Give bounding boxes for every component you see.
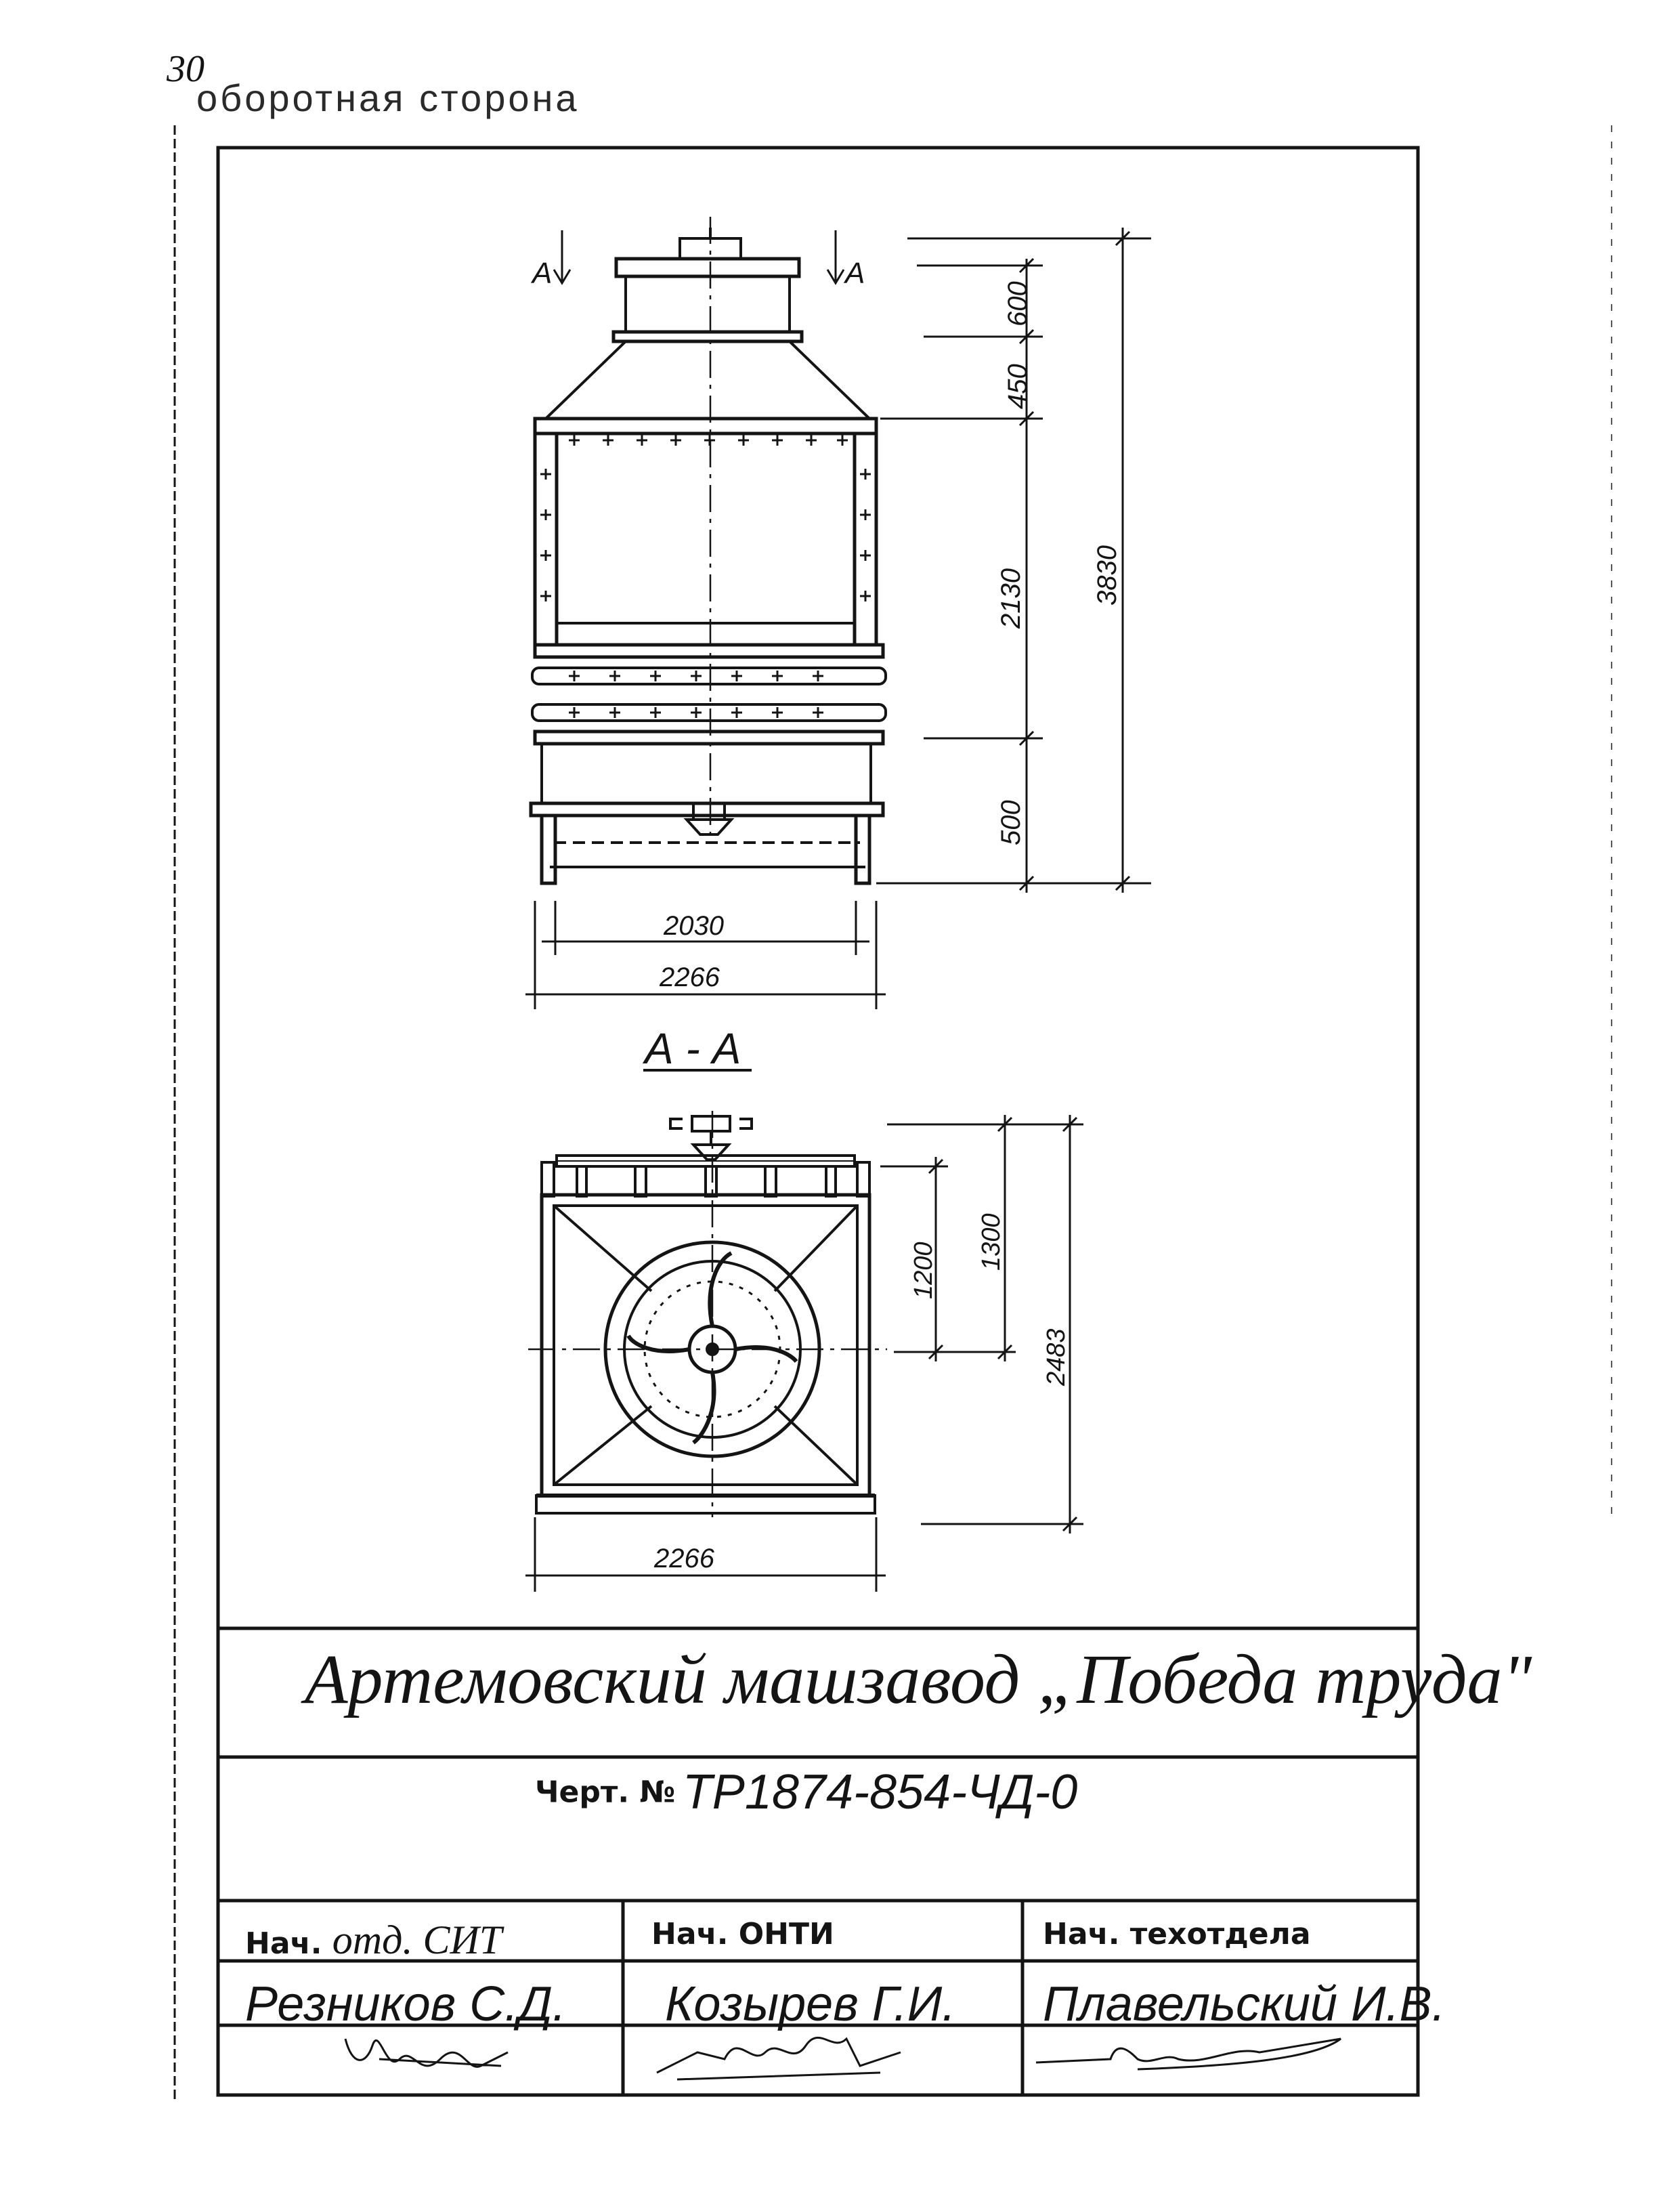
approval-person-3: Плавельский И.В. [1043, 1977, 1446, 2031]
dim-600: 600 [1003, 281, 1033, 326]
plant-name: Артемовский машзавод „Победа труда" [305, 1641, 1532, 1718]
dim-500: 500 [996, 800, 1026, 845]
dim-2266-front: 2266 [660, 962, 720, 992]
approval-role-prefix: Нач. [651, 1917, 729, 1951]
dim-2266-section: 2266 [654, 1544, 714, 1573]
dim-2483: 2483 [1042, 1328, 1071, 1386]
dim-2130: 2130 [996, 568, 1026, 629]
front-view [531, 217, 886, 883]
section-marker-right: A [845, 257, 865, 290]
bolt-markers [540, 435, 871, 718]
approval-role-prefix: Нач. [245, 1926, 322, 1961]
signature-2 [657, 2037, 901, 2079]
approval-role-name: техотдела [1129, 1917, 1311, 1951]
section-view [528, 1111, 887, 1517]
dim-1200: 1200 [909, 1242, 938, 1299]
approval-role-1 [245, 1917, 502, 1964]
approval-role-2 [651, 1917, 834, 1951]
signature-3 [1036, 2039, 1341, 2069]
dim-1300: 1300 [977, 1213, 1006, 1271]
section-dimensions [525, 1115, 1083, 1592]
approval-role-name: ОНТИ [738, 1917, 834, 1951]
drawing-number: ТР1874-854-ЧД-0 [682, 1765, 1078, 1819]
approval-role-name: отд. СИТ [332, 1918, 502, 1962]
signature-1 [345, 2039, 508, 2067]
dim-3830: 3830 [1092, 545, 1122, 606]
approval-person-1: Резников С.Д. [245, 1977, 566, 2031]
signatures [345, 2037, 1341, 2079]
dim-450: 450 [1003, 364, 1033, 409]
approval-person-2: Козырев Г.И. [665, 1977, 956, 2031]
page-number: 30 [167, 48, 204, 90]
dim-2030: 2030 [664, 911, 724, 941]
page-side-caption: оборотная сторона [196, 77, 580, 119]
approval-role-prefix: Нач. [1043, 1917, 1120, 1951]
drawing-number-label: Черт. № [535, 1775, 676, 1810]
section-marker-left: A [532, 257, 553, 290]
approval-role-3 [1043, 1917, 1311, 1951]
drawing-number-row [535, 1764, 1077, 1820]
section-title: А - А [645, 1024, 741, 1073]
